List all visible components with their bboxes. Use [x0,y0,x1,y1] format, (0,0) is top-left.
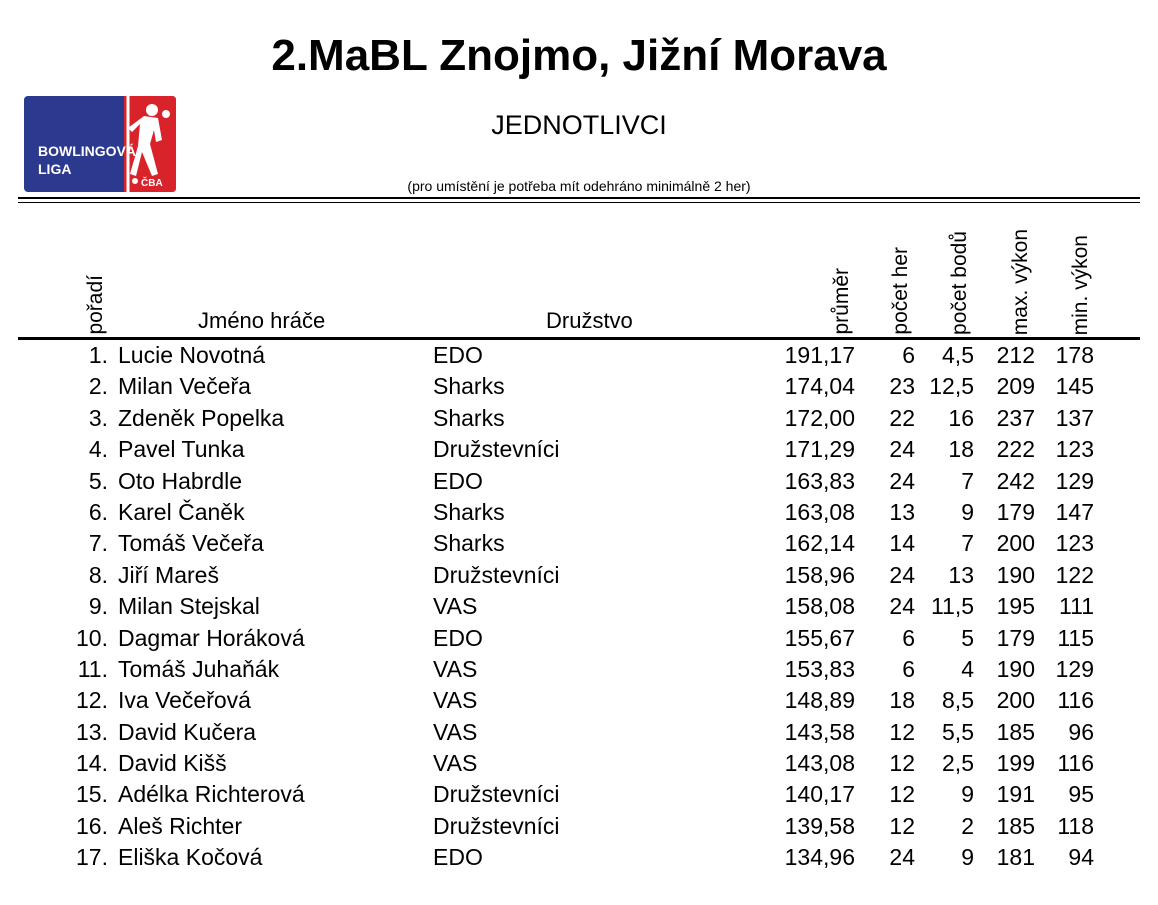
cell-team: Sharks [433,373,505,400]
cell-games: 24 [889,593,915,620]
cell-max: 190 [996,561,1035,588]
cell-average: 172,00 [784,404,855,431]
cell-games: 6 [902,342,915,368]
cell-player-name: Milan Večeřa [118,373,251,400]
column-header-name: Jméno hráče [198,308,326,333]
cell-min: 122 [1055,561,1094,588]
cell-points: 13 [948,561,974,588]
cell-player-name: Eliška Kočová [118,844,263,871]
header-divider-bottom [18,202,1140,203]
cell-player-name: Karel Čaněk [118,498,245,525]
cell-games: 23 [889,373,915,400]
logo-mark-cba: ČBA [141,178,163,189]
cell-player-name: Tomáš Juhaňák [118,655,280,682]
table-row [0,591,1158,622]
cell-min: 118 [1057,812,1094,839]
cell-rank: 13. [76,718,108,745]
cell-player-name: Tomáš Večeřa [118,530,264,557]
cell-games: 12 [889,750,915,777]
column-header-max: max. výkon [1009,228,1032,335]
cell-average: 155,67 [784,624,855,651]
cell-rank: 2. [88,373,108,400]
cell-games: 18 [889,687,915,714]
cell-points: 8,5 [942,687,974,714]
cell-min: 129 [1055,467,1094,494]
cell-rank: 16. [76,812,108,839]
cell-points: 2 [961,812,974,839]
cell-points: 11,5 [930,593,974,620]
cell-team: Sharks [433,530,505,557]
cell-max: 200 [996,530,1035,557]
cell-min: 111 [1059,593,1094,620]
cell-player-name: Adélka Richterová [118,781,305,808]
table-row [0,654,1158,685]
cell-player-name: Iva Večeřová [118,687,251,714]
logo-text-line1: BOWLINGOVÁ [38,143,136,159]
cell-points: 4,5 [942,342,974,368]
table-row [0,371,1158,402]
cell-team: Družstevníci [433,781,560,808]
cell-team: Družstevníci [433,561,560,588]
cell-team: VAS [433,593,478,620]
table-row [0,623,1158,654]
cell-points: 4 [961,655,974,682]
cell-points: 16 [948,404,974,431]
cell-max: 181 [996,844,1035,871]
cell-max: 190 [996,655,1035,682]
cell-max: 179 [996,498,1035,525]
cell-player-name: Jiří Mareš [118,561,219,588]
cell-average: 158,96 [784,561,855,588]
cell-average: 174,04 [784,373,855,400]
cell-player-name: Pavel Tunka [118,436,245,463]
cell-points: 18 [948,436,974,463]
cell-games: 24 [889,436,915,463]
column-header-points: počet bodů [948,231,971,335]
cell-team: VAS [433,687,478,714]
cell-max: 209 [996,373,1035,400]
cell-max: 195 [996,593,1035,620]
column-header-average: průměr [830,268,853,335]
cell-max: 237 [996,404,1035,431]
table-row [0,685,1158,716]
cell-team: Sharks [433,404,505,431]
eligibility-note: (pro umístění je potřeba mít odehráno minimálně 2 her) [407,178,751,194]
cell-average: 191,17 [784,342,855,368]
column-header-rank: pořadí [84,275,107,335]
cell-rank: 9. [88,593,108,620]
cell-points: 7 [961,530,974,557]
table-row [0,528,1158,559]
cell-average: 143,58 [784,718,855,745]
cell-points: 12,5 [929,373,974,400]
cell-rank: 3. [88,404,108,431]
cell-rank: 1. [88,342,108,368]
cell-team: VAS [433,655,478,682]
cell-player-name: Aleš Richter [118,812,242,839]
cell-team: EDO [433,844,483,871]
cell-rank: 11. [77,655,108,682]
cell-points: 5 [961,624,974,651]
cell-player-name: David Kišš [118,750,227,777]
table-row [0,497,1158,528]
logo-text-line2: LIGA [38,161,72,177]
cell-max: 222 [996,436,1035,463]
cell-games: 24 [889,467,915,494]
cell-average: 158,08 [784,593,855,620]
table-row [0,403,1158,434]
cell-min: 116 [1057,750,1094,777]
cell-player-name: Oto Habrdle [118,467,243,494]
cell-rank: 10. [76,624,108,651]
cell-min: 95 [1068,781,1094,808]
cell-average: 162,14 [784,530,855,557]
cell-games: 6 [902,624,915,651]
standings-table [0,340,1158,874]
cell-max: 242 [996,467,1035,494]
cell-points: 9 [961,781,974,808]
table-row [0,779,1158,810]
cell-points: 7 [961,467,974,494]
cell-team: Družstevníci [433,436,560,463]
cell-games: 14 [889,530,915,557]
cell-rank: 12. [76,687,108,714]
cell-games: 12 [889,718,915,745]
cell-max: 200 [996,687,1035,714]
cell-team: EDO [433,624,483,651]
cell-games: 12 [889,781,915,808]
table-row [0,748,1158,779]
cell-points: 9 [961,844,974,871]
page-title: 2.MaBL Znojmo, Jižní Morava [271,31,887,80]
cell-games: 6 [902,655,915,682]
cell-min: 94 [1068,844,1094,871]
cell-max: 191 [996,781,1035,808]
cell-max: 179 [996,624,1035,651]
cell-games: 22 [889,404,915,431]
column-header-games: počet her [889,247,912,335]
cell-team: VAS [433,718,478,745]
table-row [0,811,1158,842]
cell-average: 143,08 [784,750,855,777]
cell-team: VAS [433,750,478,777]
table-row [0,842,1158,873]
cell-average: 148,89 [784,687,855,714]
cell-games: 12 [889,812,915,839]
cell-player-name: David Kučera [118,718,257,745]
cell-average: 140,17 [784,781,855,808]
cell-min: 147 [1055,498,1094,525]
cell-average: 139,58 [784,812,855,839]
header-divider-top [18,197,1140,199]
cell-min: 137 [1055,404,1094,431]
table-row [0,434,1158,465]
cell-rank: 8. [88,561,108,588]
cell-player-name: Zdeněk Popelka [118,404,285,431]
table-row [0,340,1158,371]
cell-rank: 15. [76,781,108,808]
cell-player-name: Lucie Novotná [118,342,266,368]
cell-games: 24 [889,561,915,588]
table-row [0,717,1158,748]
cell-rank: 6. [88,498,108,525]
cell-player-name: Milan Stejskal [118,593,260,620]
cell-min: 178 [1055,342,1094,368]
table-row [0,466,1158,497]
cell-rank: 14. [76,750,108,777]
cell-games: 13 [889,498,915,525]
column-header-team: Družstvo [546,308,633,333]
column-header-min: min. výkon [1069,234,1092,335]
cell-average: 153,83 [784,655,855,682]
cell-average: 163,08 [784,498,855,525]
cell-rank: 4. [88,436,108,463]
cell-average: 171,29 [784,436,855,463]
cell-points: 2,5 [942,750,974,777]
table-row [0,560,1158,591]
page-subtitle: JEDNOTLIVCI [491,110,667,140]
cell-rank: 5. [88,467,108,494]
cell-min: 96 [1068,718,1094,745]
cell-min: 115 [1057,624,1094,651]
cell-player-name: Dagmar Horáková [118,624,305,651]
cell-min: 145 [1055,373,1094,400]
cell-max: 185 [996,812,1035,839]
cell-average: 163,83 [784,467,855,494]
cell-max: 212 [996,342,1035,368]
cell-team: EDO [433,342,483,368]
cell-min: 129 [1055,655,1094,682]
cell-min: 123 [1055,436,1094,463]
cell-games: 24 [889,844,915,871]
cell-rank: 7. [88,530,108,557]
cell-team: Družstevníci [433,812,560,839]
cell-team: EDO [433,467,483,494]
cell-min: 116 [1057,687,1094,714]
cell-team: Sharks [433,498,505,525]
cell-max: 199 [996,750,1035,777]
cell-points: 5,5 [942,718,974,745]
cell-points: 9 [961,498,974,525]
cell-rank: 17. [76,844,108,871]
cell-average: 134,96 [784,844,855,871]
cell-min: 123 [1055,530,1094,557]
cell-max: 185 [996,718,1035,745]
